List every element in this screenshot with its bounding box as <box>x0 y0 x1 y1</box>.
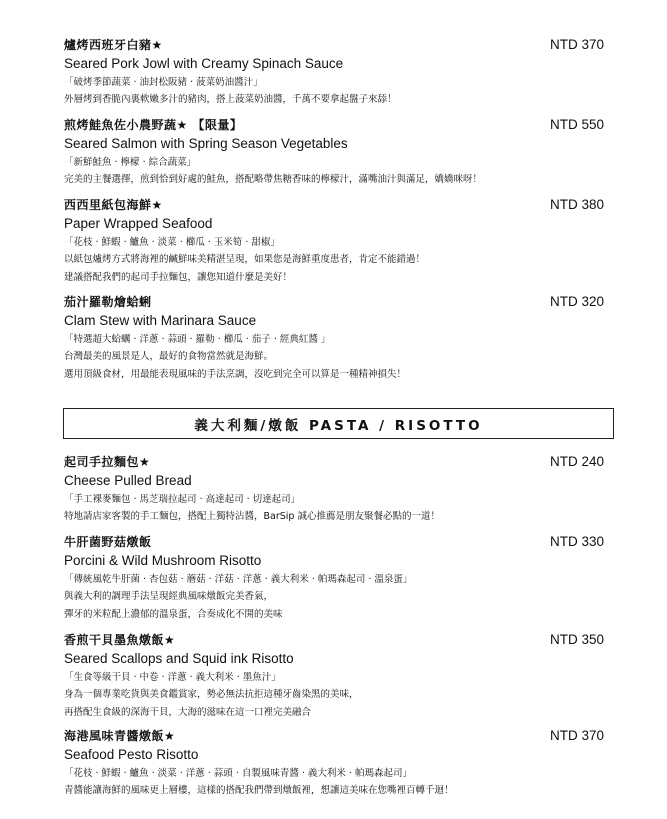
item-english-name: Clam Stew with Marinara Sauce <box>64 313 257 328</box>
item-english-name: Paper Wrapped Seafood <box>64 216 213 231</box>
item-title-row <box>64 727 604 746</box>
item-description: 身為一個專業吃貨與美食鑑賞家，勢必無法抗拒這種牙齒染黑的美味， <box>64 689 359 700</box>
item-english-name: Seared Pork Jowl with Creamy Spinach Sauce <box>64 56 344 71</box>
item-ingredients: 「花枝 · 鮮蝦 · 鱸魚 · 淡菜 · 櫛瓜 · 玉米筍 · 甜椒」 <box>64 237 280 248</box>
item-chinese-name: 香煎干貝墨魚燉飯★ <box>64 633 176 647</box>
item-title-row <box>64 631 604 650</box>
item-title-row <box>64 116 604 135</box>
item-ingredients: 「破烤季節蔬菜 · 油封松阪豬 · 菠菜奶油醬汁」 <box>64 77 263 88</box>
item-chinese-name: 爐烤西班牙白豬★ <box>64 38 163 52</box>
item-description: 青醬能讓海鮮的風味更上層樓，這樣的搭配我們帶到燉飯裡，想讓這美味在您嘴裡百轉千迴！ <box>64 785 454 796</box>
item-description: 建議搭配我們的起司手拉麵包，讓您知道什麼是美好！ <box>64 272 293 283</box>
item-title-row <box>64 196 604 215</box>
item-chinese-name: 海港風味青醬燉飯★ <box>64 729 176 743</box>
menu-item <box>64 196 604 287</box>
item-ingredients: 「花枝 · 鮮蝦 · 鱸魚 · 淡菜 · 洋蔥 · 蒜頭 · 自製風味青醬 · 義大利米 · 帕瑪森起司」 <box>64 768 412 779</box>
item-ingredients: 「手工裸麥麵包 · 馬芝瑞拉起司 · 高達起司 · 切達起司」 <box>64 494 301 505</box>
item-ingredients: 「生食等級干貝 · 中卷 · 洋蔥 · 義大利米 · 墨魚汁」 <box>64 672 281 683</box>
item-chinese-name: 煎烤鮭魚佐小農野蔬★ 【限量】 <box>64 118 243 132</box>
menu-item <box>64 453 604 526</box>
menu-item <box>64 36 604 109</box>
item-price: NTD 380 <box>549 197 604 212</box>
item-description: 完美的主餐選擇，煎到恰到好處的鮭魚，搭配略帶焦糖香味的檸檬汁，滿嘴油汁與滿足，嬌嬌咪呀！ <box>64 174 483 185</box>
item-price: NTD 350 <box>549 632 604 647</box>
item-description: 與義大利的調理手法呈現經典風味燉飯完美香氣， <box>64 591 274 602</box>
item-title-row <box>64 293 604 312</box>
menu-item <box>64 293 604 384</box>
item-title-row <box>64 533 604 552</box>
item-english-name: Porcini & Wild Mushroom Risotto <box>64 553 262 568</box>
item-price: NTD 320 <box>549 294 604 309</box>
menu-item <box>64 533 604 624</box>
item-chinese-name: 起司手拉麵包★ <box>64 455 151 469</box>
item-title-row <box>64 453 604 472</box>
item-price: NTD 370 <box>549 728 604 743</box>
item-chinese-name: 茄汁羅勒燴蛤蜊 <box>64 295 152 309</box>
item-description: 選用頂級食材，用最能表現風味的手法烹調，沒吃到完全可以算是一種精神損失！ <box>64 369 407 380</box>
section-header <box>63 408 614 439</box>
menu-item <box>64 727 604 800</box>
item-ingredients: 「特選超大蛤蠣 · 洋蔥 · 蒜頭 · 羅勒 · 櫛瓜 · 茄子 · 經典紅醬 」 <box>64 334 331 345</box>
menu-item <box>64 631 604 722</box>
item-price: NTD 370 <box>549 37 604 52</box>
item-english-name: Seafood Pesto Risotto <box>64 747 199 762</box>
item-description: 台灣最美的風景是人，最好的食物當然就是海鮮。 <box>64 351 274 362</box>
item-description: 彈牙的米粒配上濃郁的溫泉蛋，合奏成化不開的美味 <box>64 609 283 620</box>
item-english-name: Seared Salmon with Spring Season Vegetables <box>64 136 348 151</box>
section-title: 義大利麵/燉飯 PASTA / RISOTTO <box>194 417 483 434</box>
item-description: 外層烤到香脆內裏軟嫩多汁的豬肉，搭上菠菜奶油醬，千萬不要拿起盤子來舔！ <box>64 94 397 105</box>
item-price: NTD 240 <box>549 454 604 469</box>
menu-item <box>64 116 604 189</box>
item-description: 以紙包爐烤方式將海裡的鹹鮮味美精湛呈現，如果您是海鮮重度患者，肯定不能錯過！ <box>64 254 426 265</box>
item-chinese-name: 西西里紙包海鮮★ <box>64 198 163 212</box>
item-description: 特地請店家客製的手工麵包，搭配上獨特沾醬，BarSip 誠心推薦是朋友聚餐必點的一道！ <box>64 511 440 522</box>
item-price: NTD 550 <box>549 117 604 132</box>
item-title-row <box>64 36 604 55</box>
item-ingredients: 「新鮮鮭魚 · 檸檬 · 綜合蔬菜」 <box>64 157 197 168</box>
item-price: NTD 330 <box>549 534 604 549</box>
item-description: 再搭配生食級的深海干貝，大海的滋味在這一口裡完美融合 <box>64 707 312 718</box>
item-english-name: Seared Scallops and Squid ink Risotto <box>64 651 294 666</box>
item-english-name: Cheese Pulled Bread <box>64 473 192 488</box>
item-chinese-name: 牛肝菌野菇燉飯 <box>64 535 152 549</box>
item-ingredients: 「傳統風乾牛肝菌 · 杏包菇 · 蘑菇 · 洋菇 · 洋蔥 · 義大利米 · 帕瑪森起司 · 溫泉蛋」 <box>64 574 413 585</box>
